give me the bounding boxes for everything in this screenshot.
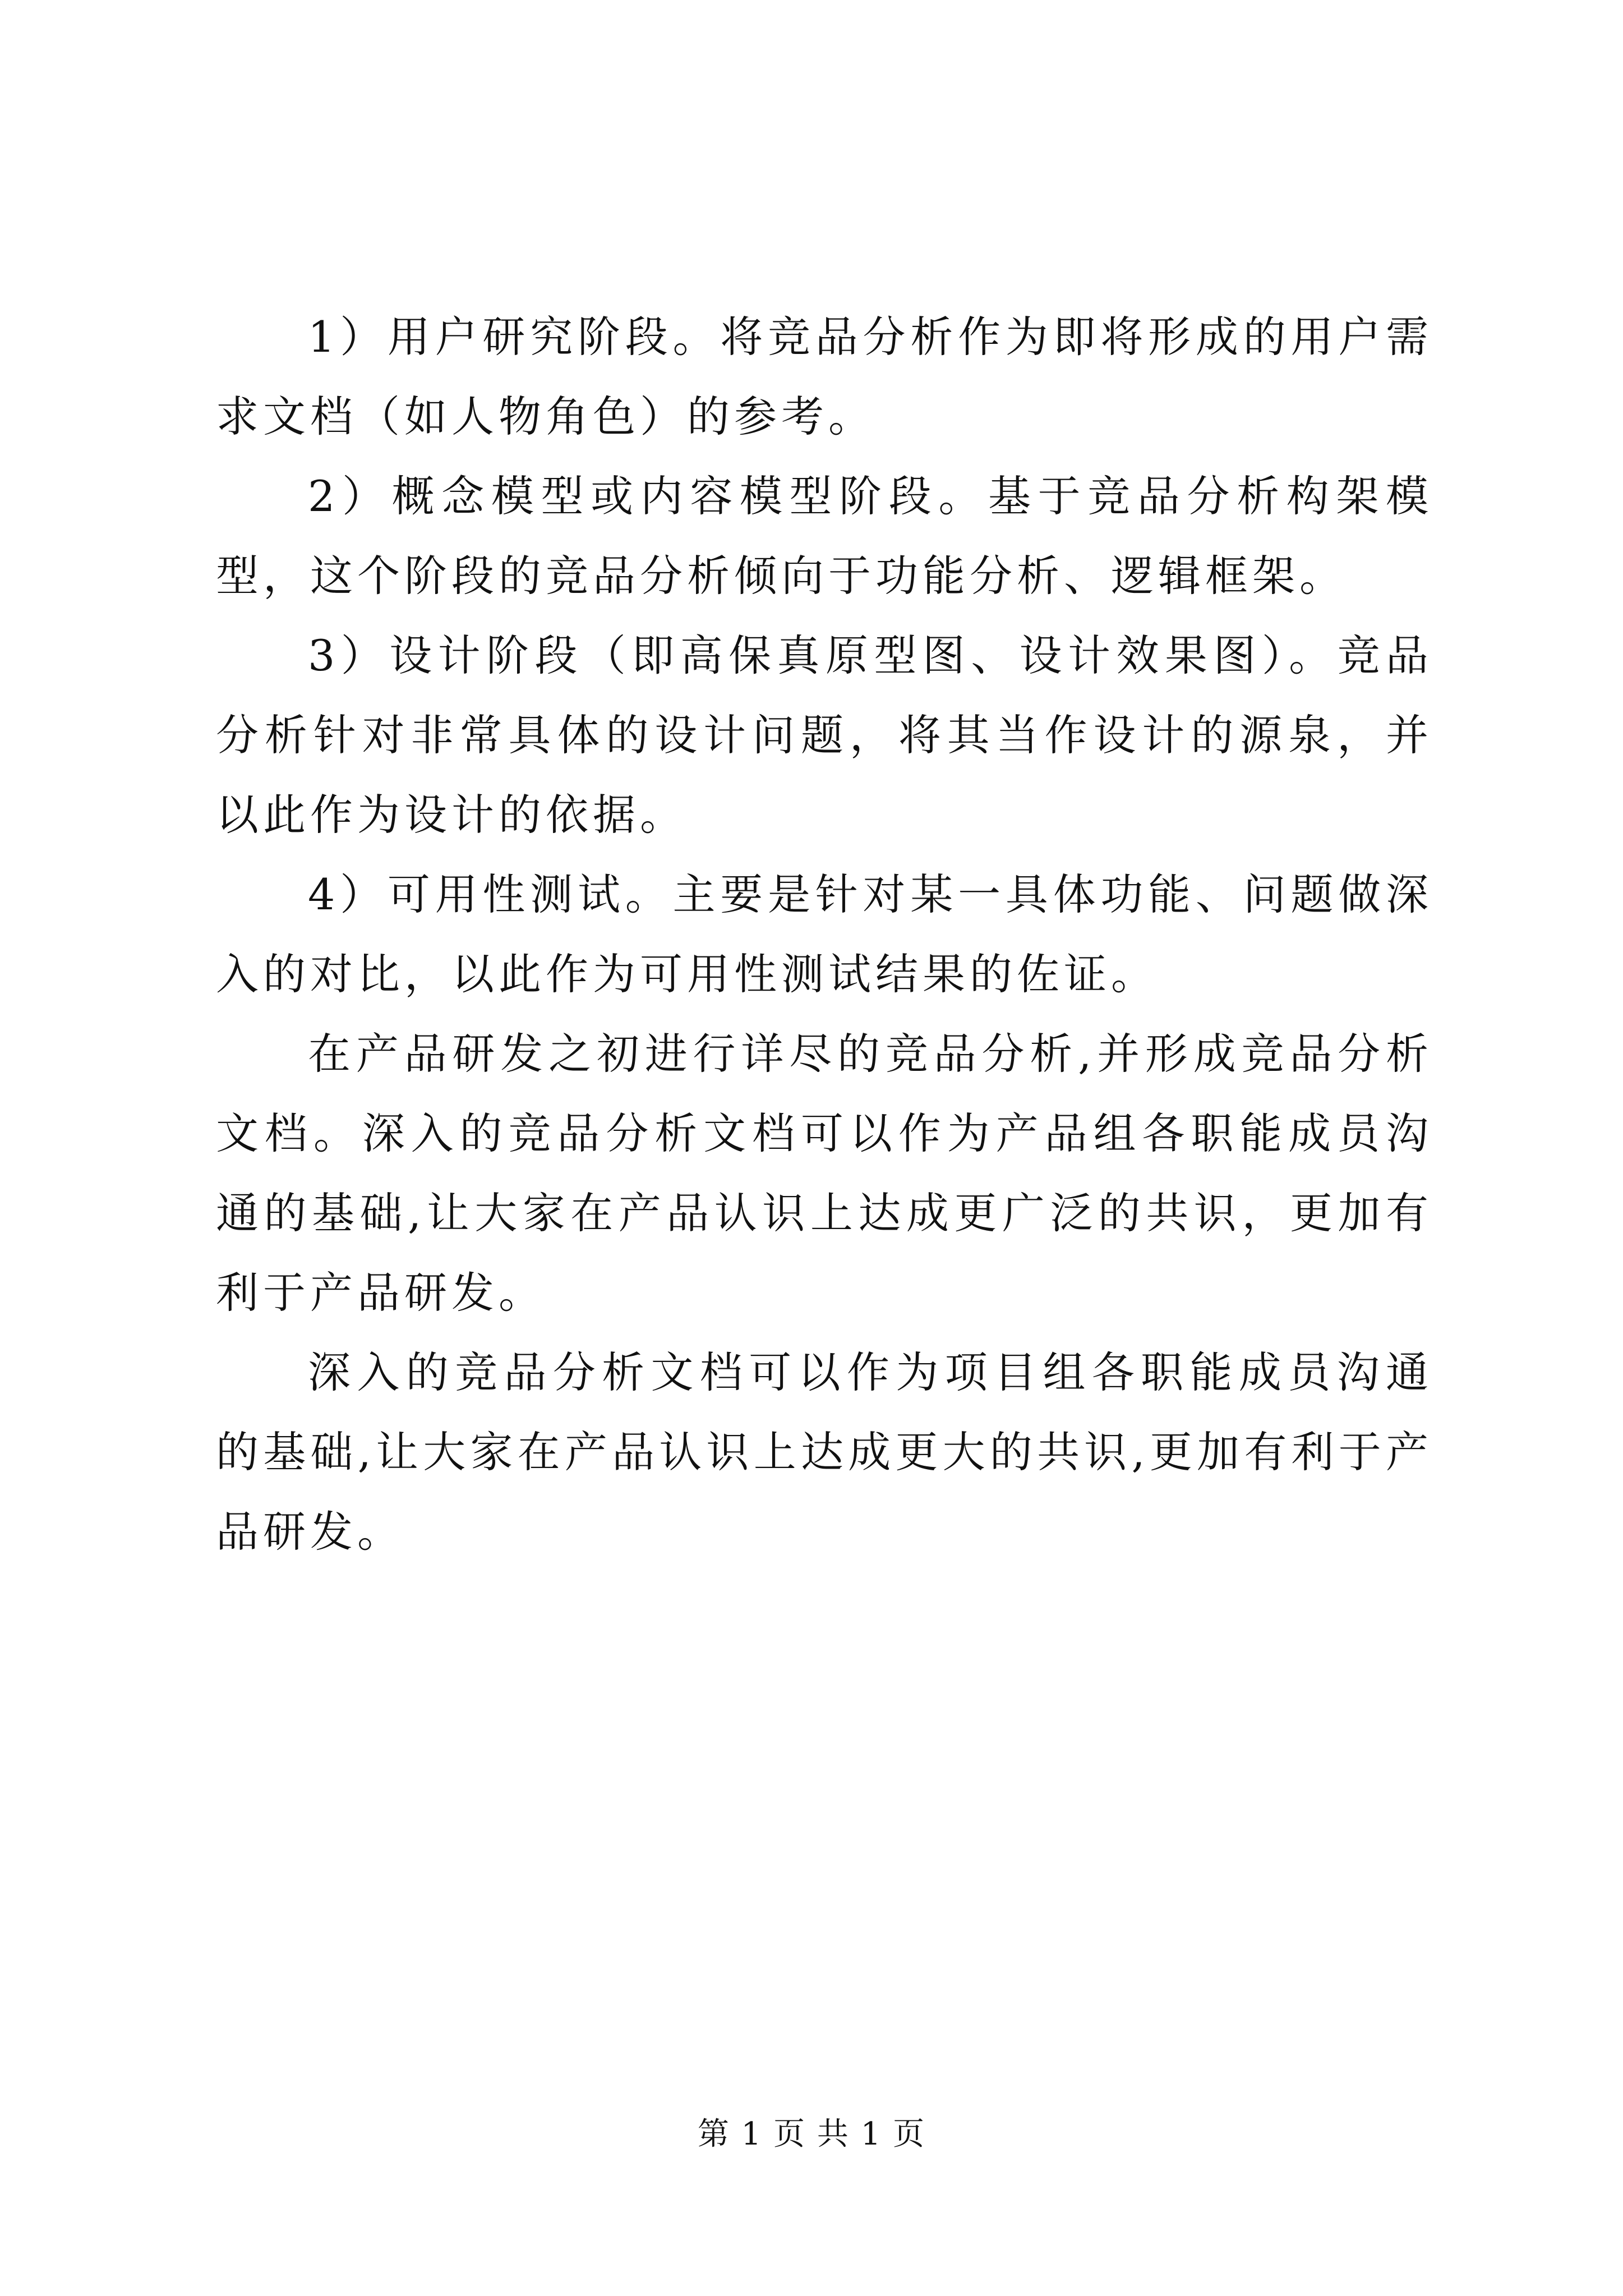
paragraph-product-rnd: 在产品研发之初进行详尽的竞品分析,并形成竞品分析文档。深入的竞品分析文档可以作为产品组各职能成员沟通的基础,让大家在产品认识上达成更广泛的共识，更加有利于产品研发。: [216, 1029, 1433, 1318]
paragraph-user-research: 1）用户研究阶段。将竞品分析作为即将形成的用户需求文档（如人物角色）的参考。: [216, 312, 1433, 441]
paragraph-usability-test: 4）可用性测试。主要是针对某一具体功能、问题做深入的对比，以此作为可用性测试结果的佐证。: [216, 869, 1433, 999]
paragraph-concept-model: 2）概念模型或内容模型阶段。基于竞品分析构架模型，这个阶段的竞品分析倾向于功能分析、逻辑框架。: [216, 471, 1433, 601]
paragraph-design-stage: 3）设计阶段（即高保真原型图、设计效果图）。竞品分析针对非常具体的设计问题，将其当作设计的源泉，并以此作为设计的依据。: [216, 631, 1433, 840]
page-number-footer: 第 1 页 共 1 页: [697, 2116, 926, 2152]
document-body: [216, 297, 1433, 1572]
paragraph-project-team: 深入的竞品分析文档可以作为项目组各职能成员沟通的基础,让大家在产品认识上达成更大的共识,更加有利于产品研发。: [216, 1347, 1433, 1557]
